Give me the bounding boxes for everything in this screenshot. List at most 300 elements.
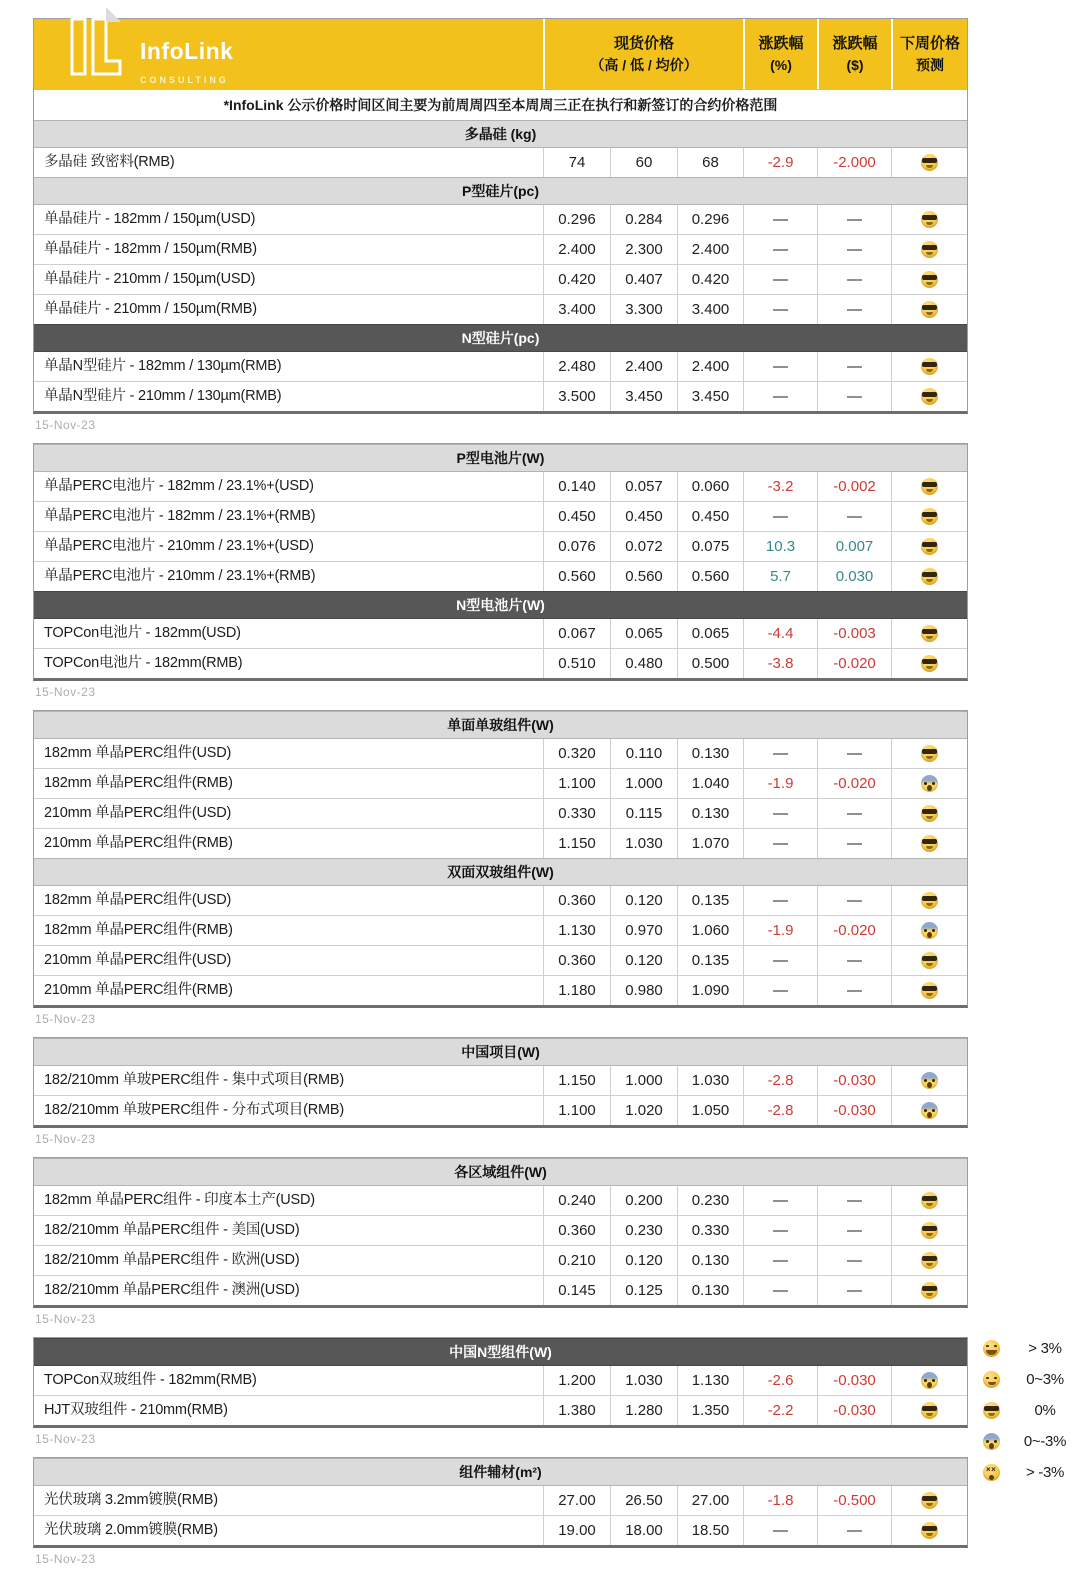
date-label: 15-Nov-23 xyxy=(35,1432,96,1446)
forecast-cell xyxy=(891,976,967,1005)
price-high-cell: 0.320 xyxy=(543,739,610,768)
change-usd-cell: — xyxy=(817,946,891,975)
brand-header-cell xyxy=(34,19,543,89)
price-high-cell: 1.200 xyxy=(543,1366,610,1395)
price-avg-cell: 1.050 xyxy=(677,1096,743,1125)
item-name-cell: 182/210mm 单玻PERC组件 - 分布式项目(RMB) xyxy=(44,1102,344,1118)
change-pct-label: 涨跌幅 xyxy=(758,34,804,52)
change-usd-cell: — xyxy=(817,295,891,324)
table-row xyxy=(34,561,967,591)
screaming-face-icon xyxy=(983,1433,1000,1450)
price-avg-cell: 0.130 xyxy=(677,1246,743,1275)
item-name-cell: 210mm 单晶PERC组件(USD) xyxy=(44,805,232,821)
change-usd-cell: — xyxy=(817,265,891,294)
section-header: 中国项目(W) xyxy=(34,1038,967,1066)
price-low-cell: 3.450 xyxy=(610,382,677,411)
forecast-cell xyxy=(891,1186,967,1215)
sunglasses-face-icon xyxy=(921,982,938,999)
price-high-cell: 0.145 xyxy=(543,1276,610,1305)
change-pct-cell: — xyxy=(743,382,817,411)
price-low-cell: 1.030 xyxy=(610,1366,677,1395)
sunglasses-face-icon xyxy=(921,301,938,318)
screaming-face-icon xyxy=(921,922,938,939)
price-avg-cell: 0.130 xyxy=(677,799,743,828)
forecast-cell xyxy=(891,205,967,234)
table-row xyxy=(34,352,967,381)
price-high-cell: 27.00 xyxy=(543,1486,610,1515)
change-usd-label: 涨跌幅 xyxy=(832,34,878,52)
change-pct-cell: — xyxy=(743,976,817,1005)
sunglasses-face-icon xyxy=(921,271,938,288)
change-usd-cell: — xyxy=(817,1516,891,1545)
item-name-cell: 182mm 单晶PERC组件(USD) xyxy=(44,892,232,908)
spot-price-label: 现货价格 xyxy=(613,34,674,52)
price-high-cell: 3.500 xyxy=(543,382,610,411)
price-avg-cell: 1.060 xyxy=(677,916,743,945)
item-name-cell: 182mm 单晶PERC组件(RMB) xyxy=(44,775,233,791)
sunglasses-face-icon xyxy=(921,154,938,171)
change-usd-cell: -0.030 xyxy=(817,1096,891,1125)
item-name-cell: TOPCon电池片 - 182mm(USD) xyxy=(44,625,241,641)
change-usd-cell: — xyxy=(817,502,891,531)
table-row xyxy=(34,1395,967,1425)
price-high-cell: 1.130 xyxy=(543,916,610,945)
item-name-cell: 单晶PERC电池片 - 182mm / 23.1%+(RMB) xyxy=(44,508,316,524)
item-name-cell: 单晶硅片 - 210mm / 150µm(RMB) xyxy=(44,301,257,317)
legend-item xyxy=(983,1426,1070,1457)
change-pct-cell: — xyxy=(743,1246,817,1275)
price-high-cell: 0.360 xyxy=(543,946,610,975)
sunglasses-face-icon xyxy=(921,625,938,642)
legend-item xyxy=(983,1364,1070,1395)
price-high-cell: 0.450 xyxy=(543,502,610,531)
price-high-cell: 74 xyxy=(543,148,610,177)
change-usd-cell: — xyxy=(817,886,891,915)
date-label: 15-Nov-23 xyxy=(35,1012,96,1026)
price-avg-cell: 27.00 xyxy=(677,1486,743,1515)
price-avg-cell: 0.450 xyxy=(677,502,743,531)
sunglasses-face-icon xyxy=(921,241,938,258)
table-row xyxy=(34,234,967,264)
legend-label: > -3% xyxy=(1025,1464,1065,1481)
spot-price-column-header xyxy=(543,19,743,89)
price-high-cell: 19.00 xyxy=(543,1516,610,1545)
forecast-cell xyxy=(891,739,967,768)
forecast-cell xyxy=(891,472,967,501)
table-header xyxy=(34,19,967,89)
change-usd-cell: -0.500 xyxy=(817,1486,891,1515)
change-usd-cell: -0.020 xyxy=(817,769,891,798)
price-low-cell: 0.110 xyxy=(610,739,677,768)
change-usd-column-header xyxy=(817,19,891,89)
item-name-cell: 单晶N型硅片 - 210mm / 130µm(RMB) xyxy=(44,388,282,404)
change-pct-cell: — xyxy=(743,886,817,915)
change-pct-cell: -4.4 xyxy=(743,619,817,648)
change-pct-cell: — xyxy=(743,1276,817,1305)
change-usd-cell: — xyxy=(817,352,891,381)
item-name-cell: 单晶PERC电池片 - 210mm / 23.1%+(RMB) xyxy=(44,568,316,584)
item-name-cell: 210mm 单晶PERC组件(RMB) xyxy=(44,982,233,998)
change-pct-cell: — xyxy=(743,739,817,768)
item-name-cell: 182mm 单晶PERC组件(RMB) xyxy=(44,922,233,938)
price-high-cell: 0.140 xyxy=(543,472,610,501)
table-row xyxy=(34,886,967,915)
table-row xyxy=(34,205,967,234)
change-usd-cell: — xyxy=(817,382,891,411)
forecast-cell xyxy=(891,1366,967,1395)
price-low-cell: 2.400 xyxy=(610,352,677,381)
table-row xyxy=(34,1515,967,1545)
table-row xyxy=(34,648,967,678)
item-name-cell: HJT双玻组件 - 210mm(RMB) xyxy=(44,1402,228,1418)
table-row xyxy=(34,381,967,411)
change-pct-cell: — xyxy=(743,235,817,264)
legend-item xyxy=(983,1395,1070,1426)
change-usd-cell: — xyxy=(817,1276,891,1305)
forecast-label: 下周价格 xyxy=(899,34,960,52)
table-block xyxy=(33,710,968,1008)
sunglasses-face-icon xyxy=(921,211,938,228)
change-usd-cell: -0.020 xyxy=(817,649,891,678)
item-name-cell: 单晶硅片 - 182mm / 150µm(RMB) xyxy=(44,241,257,257)
price-high-cell: 1.180 xyxy=(543,976,610,1005)
change-pct-cell: -2.2 xyxy=(743,1396,817,1425)
price-high-cell: 0.240 xyxy=(543,1186,610,1215)
price-high-cell: 2.480 xyxy=(543,352,610,381)
price-avg-cell: 18.50 xyxy=(677,1516,743,1545)
price-low-cell: 1.020 xyxy=(610,1096,677,1125)
price-avg-cell: 1.040 xyxy=(677,769,743,798)
price-low-cell: 0.450 xyxy=(610,502,677,531)
legend-label: 0% xyxy=(1034,1402,1056,1419)
forecast-legend xyxy=(983,1333,1070,1488)
price-low-cell: 1.000 xyxy=(610,1066,677,1095)
item-name-cell: 单晶PERC电池片 - 210mm / 23.1%+(USD) xyxy=(44,538,314,554)
forecast-cell xyxy=(891,649,967,678)
brand-text xyxy=(140,34,233,88)
section-header: 中国N型组件(W) xyxy=(34,1338,967,1366)
table-row xyxy=(34,828,967,858)
screaming-face-icon xyxy=(921,1072,938,1089)
change-usd-cell: 0.007 xyxy=(817,532,891,561)
section-header: 双面双玻组件(W) xyxy=(34,858,967,886)
section-header: N型硅片(pc) xyxy=(34,324,967,352)
price-high-cell: 3.400 xyxy=(543,295,610,324)
table-row xyxy=(34,1095,967,1125)
sunglasses-face-icon xyxy=(921,508,938,525)
change-pct-cell: — xyxy=(743,1516,817,1545)
table-row xyxy=(34,501,967,531)
date-label: 15-Nov-23 xyxy=(35,418,96,432)
price-avg-cell: 1.090 xyxy=(677,976,743,1005)
price-low-cell: 1.030 xyxy=(610,829,677,858)
price-low-cell: 60 xyxy=(610,148,677,177)
legend-label: 0~-3% xyxy=(1023,1433,1067,1450)
table-row xyxy=(34,1186,967,1215)
change-usd-cell: -0.030 xyxy=(817,1366,891,1395)
table-row xyxy=(34,1275,967,1305)
price-avg-cell: 0.130 xyxy=(677,739,743,768)
sunglasses-face-icon xyxy=(921,358,938,375)
change-usd-cell: 0.030 xyxy=(817,562,891,591)
forecast-sublabel: 预测 xyxy=(916,56,944,73)
change-usd-cell: — xyxy=(817,205,891,234)
price-avg-cell: 0.060 xyxy=(677,472,743,501)
table-row xyxy=(34,294,967,324)
change-pct-cell: — xyxy=(743,829,817,858)
date-label: 15-Nov-23 xyxy=(35,1552,96,1566)
main-table-block xyxy=(33,18,968,414)
price-high-cell: 0.067 xyxy=(543,619,610,648)
forecast-cell xyxy=(891,1246,967,1275)
price-high-cell: 1.150 xyxy=(543,829,610,858)
change-usd-cell: — xyxy=(817,739,891,768)
forecast-cell xyxy=(891,1096,967,1125)
table-row xyxy=(34,1066,967,1095)
price-avg-cell: 1.070 xyxy=(677,829,743,858)
sunglasses-face-icon xyxy=(921,655,938,672)
sunglasses-face-icon xyxy=(921,952,938,969)
forecast-column-header xyxy=(891,19,967,89)
table-row xyxy=(34,798,967,828)
price-low-cell: 1.000 xyxy=(610,769,677,798)
price-period-note: *InfoLink 公示价格时间区间主要为前周周四至本周周三正在执行和新签订的合约价格范围 xyxy=(34,89,967,120)
price-avg-cell: 1.130 xyxy=(677,1366,743,1395)
sunglasses-face-icon xyxy=(921,1252,938,1269)
change-pct-cell: — xyxy=(743,352,817,381)
first-block-sections xyxy=(34,120,967,411)
forecast-cell xyxy=(891,916,967,945)
price-low-cell: 0.407 xyxy=(610,265,677,294)
forecast-cell xyxy=(891,1216,967,1245)
change-pct-column-header xyxy=(743,19,817,89)
sunglasses-face-icon xyxy=(921,388,938,405)
legend-item xyxy=(983,1333,1070,1364)
table-block xyxy=(33,1037,968,1128)
item-name-cell: 210mm 单晶PERC组件(RMB) xyxy=(44,835,233,851)
price-low-cell: 0.284 xyxy=(610,205,677,234)
forecast-cell xyxy=(891,352,967,381)
legend-label: 0~3% xyxy=(1026,1371,1064,1388)
table-row xyxy=(34,472,967,501)
table-row xyxy=(34,1245,967,1275)
price-low-cell: 0.120 xyxy=(610,886,677,915)
price-avg-cell: 2.400 xyxy=(677,352,743,381)
table-block xyxy=(33,1157,968,1308)
price-avg-cell: 1.030 xyxy=(677,1066,743,1095)
change-pct-cell: 5.7 xyxy=(743,562,817,591)
price-low-cell: 0.057 xyxy=(610,472,677,501)
forecast-cell xyxy=(891,799,967,828)
date-label: 15-Nov-23 xyxy=(35,685,96,699)
forecast-cell xyxy=(891,619,967,648)
change-pct-cell: -2.8 xyxy=(743,1066,817,1095)
price-avg-cell: 0.330 xyxy=(677,1216,743,1245)
table-block xyxy=(33,443,968,681)
change-pct-cell: -2.8 xyxy=(743,1096,817,1125)
price-high-cell: 0.510 xyxy=(543,649,610,678)
table-row xyxy=(34,148,967,177)
table-row xyxy=(34,768,967,798)
section-header: P型硅片(pc) xyxy=(34,177,967,205)
price-low-cell: 26.50 xyxy=(610,1486,677,1515)
sunglasses-face-icon xyxy=(921,568,938,585)
section-header: 组件辅材(m²) xyxy=(34,1458,967,1486)
date-label: 15-Nov-23 xyxy=(35,1132,96,1146)
sunglasses-face-icon xyxy=(921,1522,938,1539)
forecast-cell xyxy=(891,946,967,975)
price-avg-cell: 0.230 xyxy=(677,1186,743,1215)
change-pct-cell: 10.3 xyxy=(743,532,817,561)
item-name-cell: 182/210mm 单晶PERC组件 - 美国(USD) xyxy=(44,1222,300,1238)
change-pct-cell: -3.8 xyxy=(743,649,817,678)
price-avg-cell: 0.135 xyxy=(677,886,743,915)
sunglasses-face-icon xyxy=(921,805,938,822)
price-high-cell: 0.076 xyxy=(543,532,610,561)
change-pct-cell: — xyxy=(743,1216,817,1245)
price-avg-cell: 0.420 xyxy=(677,265,743,294)
item-name-cell: 单晶硅片 - 210mm / 150µm(USD) xyxy=(44,271,256,287)
item-name-cell: TOPCon电池片 - 182mm(RMB) xyxy=(44,655,243,671)
forecast-cell xyxy=(891,829,967,858)
item-name-cell: 光伏玻璃 3.2mm镀膜(RMB) xyxy=(44,1492,218,1508)
table-row xyxy=(34,619,967,648)
change-pct-cell: -2.6 xyxy=(743,1366,817,1395)
change-usd-cell: -0.020 xyxy=(817,916,891,945)
change-usd-cell: — xyxy=(817,235,891,264)
price-low-cell: 0.980 xyxy=(610,976,677,1005)
change-usd-cell: -0.002 xyxy=(817,472,891,501)
item-name-cell: 单晶N型硅片 - 182mm / 130µm(RMB) xyxy=(44,358,282,374)
change-pct-cell: — xyxy=(743,1186,817,1215)
section-header: 多晶硅 (kg) xyxy=(34,120,967,148)
price-avg-cell: 0.075 xyxy=(677,532,743,561)
price-avg-cell: 3.400 xyxy=(677,295,743,324)
sunglasses-face-icon xyxy=(921,478,938,495)
forecast-cell xyxy=(891,148,967,177)
table-row xyxy=(34,915,967,945)
price-avg-cell: 0.560 xyxy=(677,562,743,591)
change-usd-cell: -2.000 xyxy=(817,148,891,177)
price-avg-cell: 3.450 xyxy=(677,382,743,411)
item-name-cell: 单晶硅片 - 182mm / 150µm(USD) xyxy=(44,211,256,227)
price-high-cell: 1.100 xyxy=(543,1096,610,1125)
price-high-cell: 0.330 xyxy=(543,799,610,828)
change-pct-cell: — xyxy=(743,295,817,324)
table-row xyxy=(34,531,967,561)
price-avg-cell: 1.350 xyxy=(677,1396,743,1425)
price-low-cell: 0.230 xyxy=(610,1216,677,1245)
change-pct-cell: — xyxy=(743,502,817,531)
change-pct-cell: -1.9 xyxy=(743,916,817,945)
grinning-face-icon xyxy=(983,1340,1000,1357)
price-low-cell: 0.120 xyxy=(610,946,677,975)
legend-label: > 3% xyxy=(1028,1340,1062,1357)
forecast-cell xyxy=(891,1066,967,1095)
forecast-cell xyxy=(891,769,967,798)
sunglasses-face-icon xyxy=(921,1402,938,1419)
change-pct-cell: — xyxy=(743,205,817,234)
price-low-cell: 3.300 xyxy=(610,295,677,324)
section-header: 各区域组件(W) xyxy=(34,1158,967,1186)
change-usd-cell: -0.030 xyxy=(817,1396,891,1425)
item-name-cell: TOPCon双玻组件 - 182mm(RMB) xyxy=(44,1372,257,1388)
section-header: P型电池片(W) xyxy=(34,444,967,472)
change-usd-cell: — xyxy=(817,1216,891,1245)
change-pct-cell: — xyxy=(743,265,817,294)
smiling-face-icon xyxy=(983,1371,1000,1388)
price-high-cell: 1.150 xyxy=(543,1066,610,1095)
forecast-cell xyxy=(891,532,967,561)
infolink-logo-icon xyxy=(44,6,136,84)
price-avg-cell: 0.135 xyxy=(677,946,743,975)
change-usd-cell: -0.003 xyxy=(817,619,891,648)
change-pct-cell: — xyxy=(743,946,817,975)
item-name-cell: 182/210mm 单玻PERC组件 - 集中式项目(RMB) xyxy=(44,1072,344,1088)
change-pct-cell: -2.9 xyxy=(743,148,817,177)
spot-price-sublabel: （高 / 低 / 均价） xyxy=(590,56,698,73)
item-name-cell: 182/210mm 单晶PERC组件 - 欧洲(USD) xyxy=(44,1252,300,1268)
sunglasses-face-icon xyxy=(921,538,938,555)
sunglasses-face-icon xyxy=(921,892,938,909)
sunglasses-face-icon xyxy=(921,1492,938,1509)
price-avg-cell: 2.400 xyxy=(677,235,743,264)
change-usd-cell: — xyxy=(817,1186,891,1215)
screaming-face-icon xyxy=(921,1372,938,1389)
forecast-cell xyxy=(891,1516,967,1545)
date-label: 15-Nov-23 xyxy=(35,1312,96,1326)
price-avg-cell: 0.296 xyxy=(677,205,743,234)
table-row xyxy=(34,739,967,768)
item-name-cell: 光伏玻璃 2.0mm镀膜(RMB) xyxy=(44,1522,218,1538)
forecast-cell xyxy=(891,265,967,294)
forecast-cell xyxy=(891,1396,967,1425)
sunglasses-face-icon xyxy=(921,835,938,852)
change-usd-cell: -0.030 xyxy=(817,1066,891,1095)
price-high-cell: 0.420 xyxy=(543,265,610,294)
sunglasses-face-icon xyxy=(921,1222,938,1239)
sunglasses-face-icon xyxy=(921,745,938,762)
price-sheet xyxy=(33,18,968,1577)
price-low-cell: 0.115 xyxy=(610,799,677,828)
section-header: N型电池片(W) xyxy=(34,591,967,619)
price-high-cell: 0.210 xyxy=(543,1246,610,1275)
table-row xyxy=(34,1215,967,1245)
price-high-cell: 0.560 xyxy=(543,562,610,591)
price-low-cell: 18.00 xyxy=(610,1516,677,1545)
section-header: 单面单玻组件(W) xyxy=(34,711,967,739)
brand-subtitle: CONSULTING xyxy=(140,74,229,85)
screaming-face-icon xyxy=(921,1102,938,1119)
sunglasses-face-icon xyxy=(983,1402,1000,1419)
price-avg-cell: 0.130 xyxy=(677,1276,743,1305)
price-low-cell: 0.200 xyxy=(610,1186,677,1215)
price-high-cell: 2.400 xyxy=(543,235,610,264)
change-pct-cell: -1.9 xyxy=(743,769,817,798)
price-low-cell: 0.120 xyxy=(610,1246,677,1275)
sunglasses-face-icon xyxy=(921,1192,938,1209)
table-row xyxy=(34,975,967,1005)
price-high-cell: 0.296 xyxy=(543,205,610,234)
price-avg-cell: 68 xyxy=(677,148,743,177)
price-avg-cell: 0.500 xyxy=(677,649,743,678)
table-row xyxy=(34,945,967,975)
price-high-cell: 1.100 xyxy=(543,769,610,798)
table-block xyxy=(33,1337,968,1428)
item-name-cell: 182mm 单晶PERC组件(USD) xyxy=(44,745,232,761)
change-usd-sublabel: ($) xyxy=(846,56,864,73)
price-low-cell: 2.300 xyxy=(610,235,677,264)
